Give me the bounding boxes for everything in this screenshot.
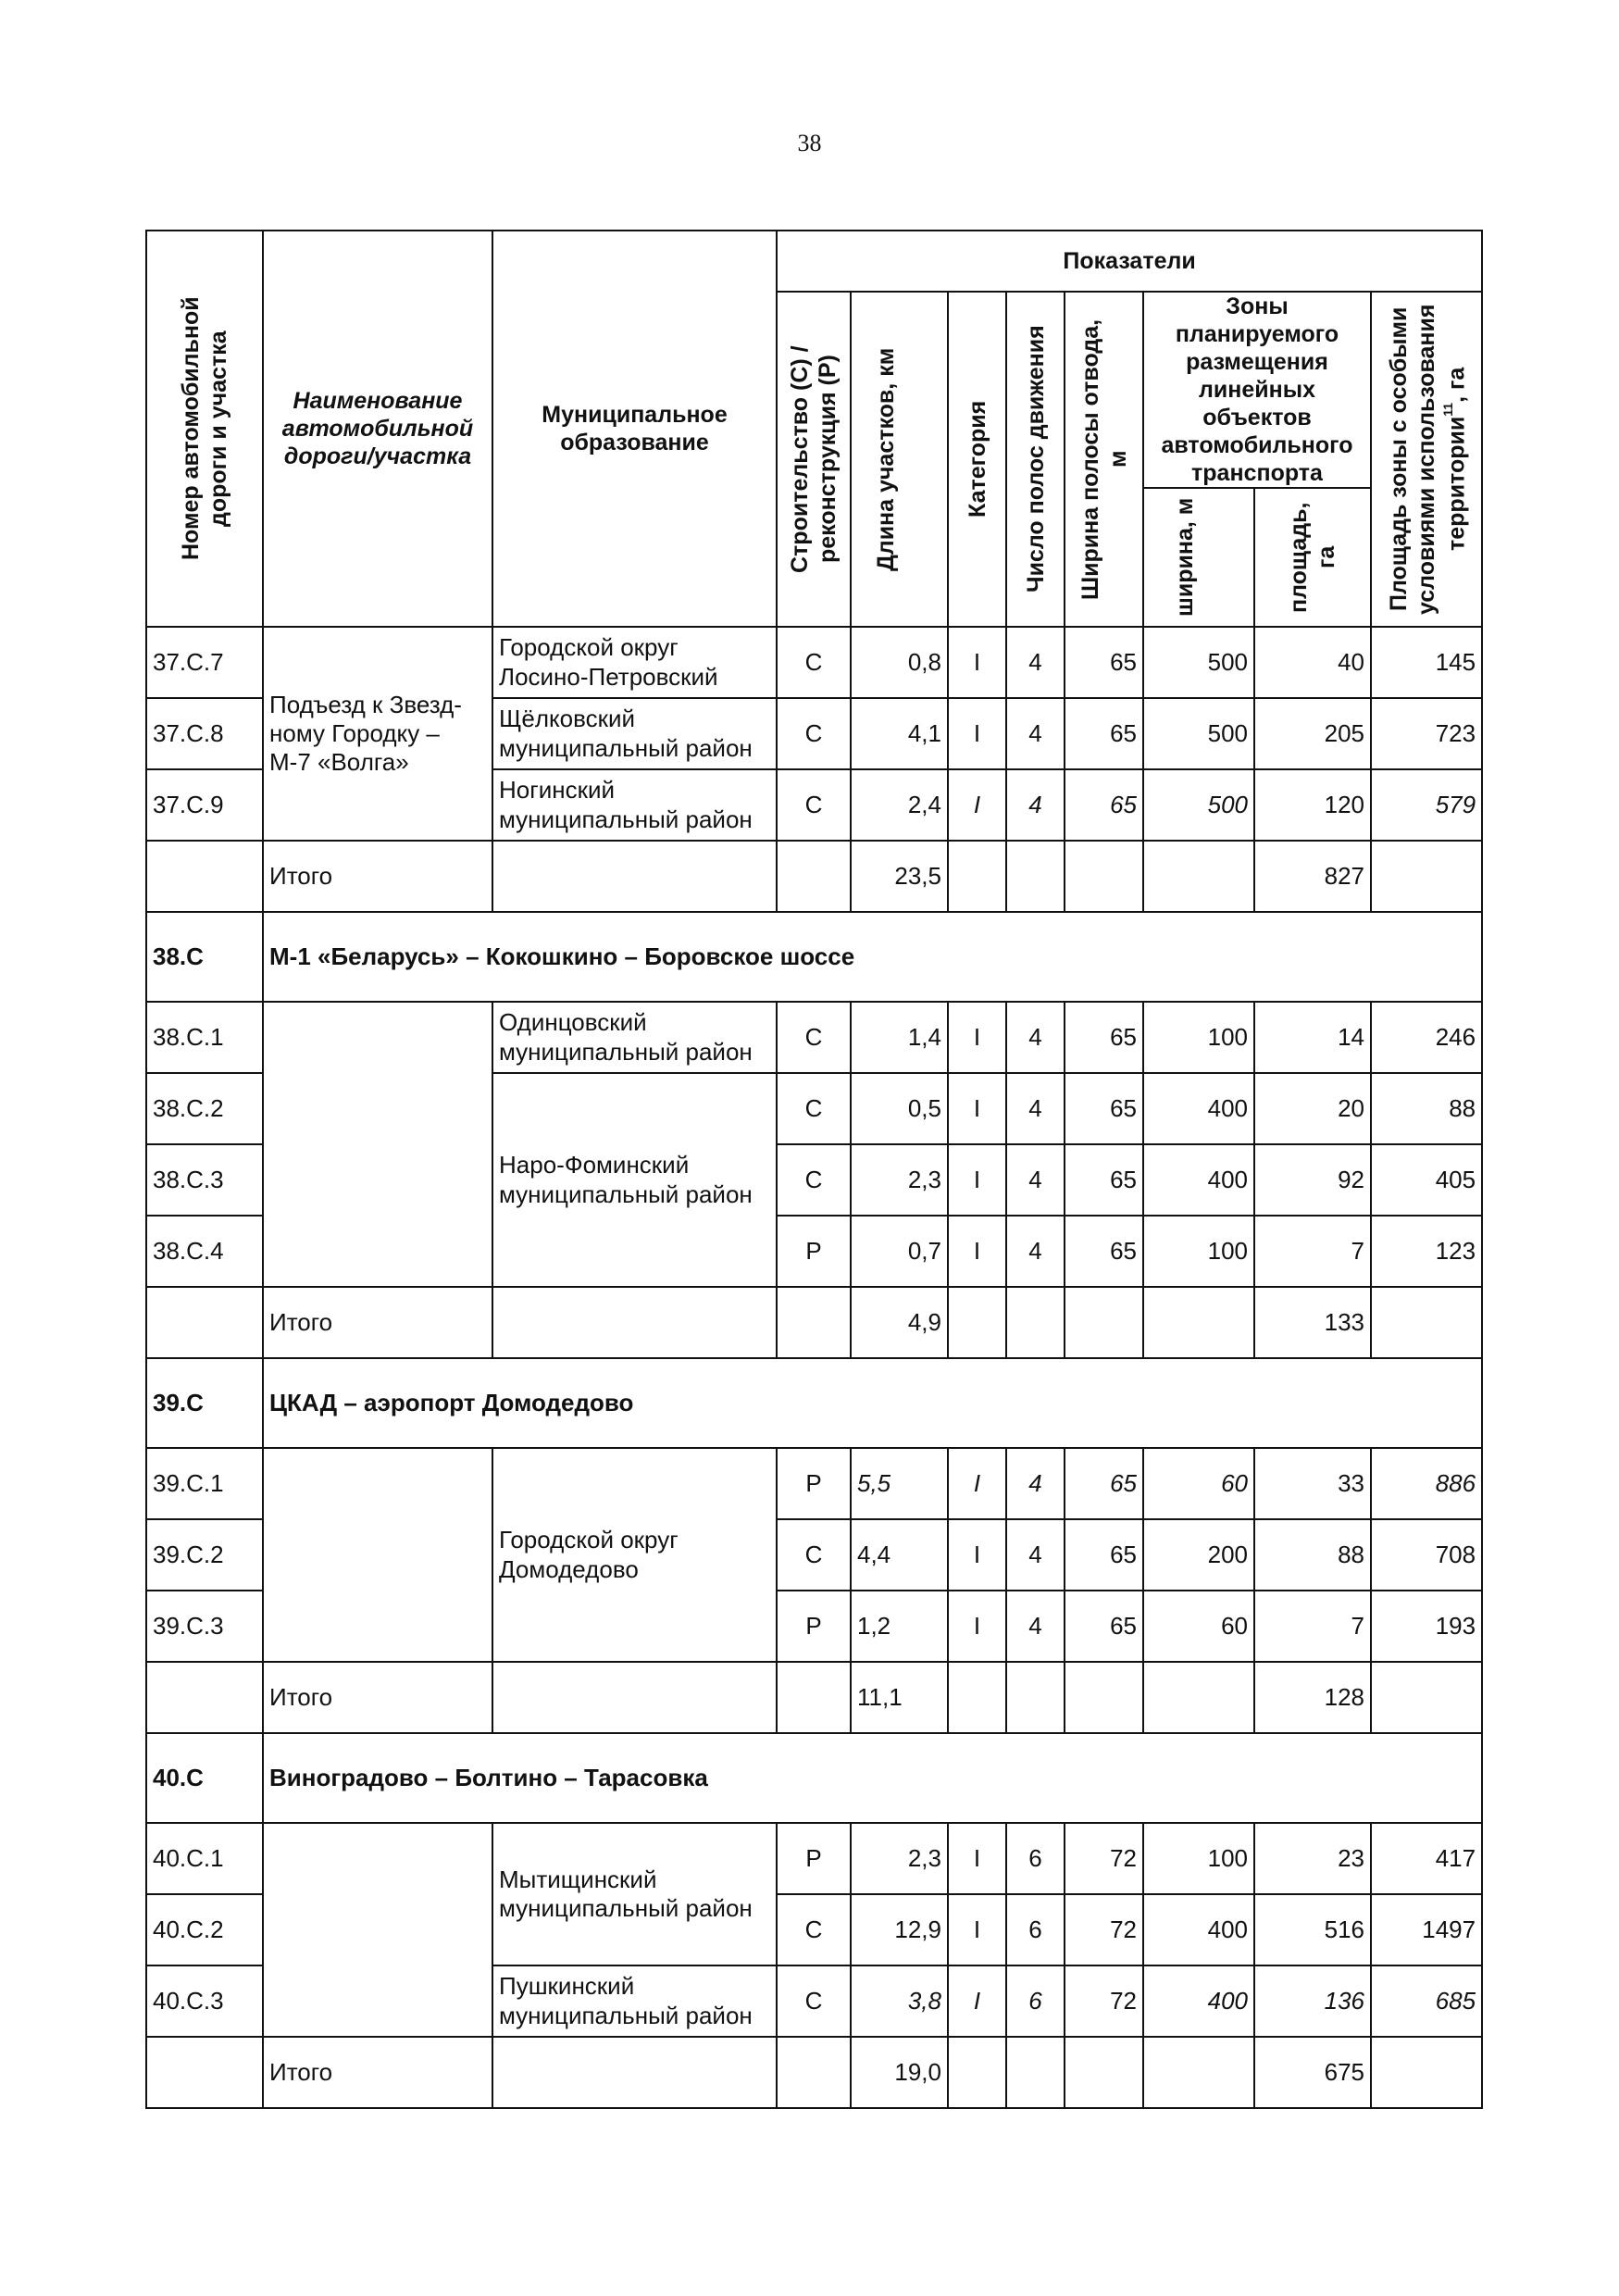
municipality: Пушкинский муниципальный район <box>492 1965 777 2037</box>
total-row: Итого 19,0 675 <box>146 2037 1482 2108</box>
table-row: 38.С.2 Наро-Фоминский муниципальный район С 0,5 I 4 65 400 20 88 <box>146 1073 1482 1144</box>
road-name: Подъезд к Звезд-ному Городку – М-7 «Волга» <box>263 627 492 841</box>
header-lanes: Число полос движения <box>1006 292 1065 627</box>
header-road-number: Номер автомобильной дороги и участка <box>146 231 263 627</box>
municipality: Городской округ Домодедово <box>492 1448 777 1662</box>
section-title: Виноградово – Болтино – Тарасовка <box>263 1733 1482 1823</box>
municipality: Ногинский муниципальный район <box>492 769 777 841</box>
total-row: Итого 4,9 133 <box>146 1287 1482 1358</box>
section-title: М-1 «Беларусь» – Кокошкино – Боровское шоссе <box>263 912 1482 1002</box>
header-zone-width: ширина, м <box>1143 488 1254 627</box>
header-construction: Строительство (С) / реконструкция (Р) <box>777 292 851 627</box>
table-row: 38.С.3 С 2,3 I 4 65 400 92 405 <box>146 1144 1482 1216</box>
table-row: 38.С.4 Р 0,7 I 4 65 100 7 123 <box>146 1216 1482 1287</box>
header-row-width: Ширина полосы отвода, м <box>1065 292 1143 627</box>
table-row: 40.С.3 Пушкинский муниципальный район С 3,8 I 6 72 400 136 685 <box>146 1965 1482 2037</box>
page-number: 38 <box>797 130 822 156</box>
header-length: Длина участков, км <box>851 292 948 627</box>
table-row: 37.С.9 Ногинский муниципальный район С 2,4 I 4 65 500 120 579 <box>146 769 1482 841</box>
header-category: Категория <box>948 292 1006 627</box>
table-row: 40.С.2 С 12,9 I 6 72 400 516 1497 <box>146 1894 1482 1965</box>
roads-table <box>145 230 1483 2109</box>
municipality: Мытищинский муниципальный район <box>492 1823 777 1965</box>
section-header-row: 38.С М-1 «Беларусь» – Кокошкино – Боровское шоссе <box>146 912 1482 1002</box>
header-zones: Зоны планируемого размещения линейных объектов автомобильного транспорта <box>1143 292 1371 488</box>
total-row: Итого 23,5 827 <box>146 841 1482 912</box>
header-municipality: Муниципальное образование <box>492 231 777 627</box>
table-row: 38.С.1 Одинцовский муниципальный район С 1,4 I 4 65 100 14 246 <box>146 1002 1482 1073</box>
municipality: Городской округ Лосино-Петровский <box>492 627 777 698</box>
municipality: Одинцовский муниципальный район <box>492 1002 777 1073</box>
section-title: ЦКАД – аэропорт Домодедово <box>263 1358 1482 1448</box>
table-row: 39.С.2 С 4,4 I 4 65 200 88 708 <box>146 1519 1482 1591</box>
section-header-row: 39.С ЦКАД – аэропорт Домодедово <box>146 1358 1482 1448</box>
municipality: Щёлковский муниципальный район <box>492 698 777 769</box>
total-row: Итого 11,1 128 <box>146 1662 1482 1733</box>
header-zone-area: площадь, га <box>1254 488 1371 627</box>
table-row: 37.С.7 Подъезд к Звезд-ному Городку – М-7 «Волга» Городской округ Лосино-Петровский С 0,8 I 4 65 500 40 145 <box>146 627 1482 698</box>
header-road-name: Наименование автомобильной дороги/участка <box>263 231 492 627</box>
header-special-area: Площадь зоны с особыми условиями использования территории$^{11}$, га <box>1371 292 1482 627</box>
table-header <box>146 231 1482 627</box>
municipality: Наро-Фоминский муниципальный район <box>492 1073 777 1287</box>
section-header-row: 40.С Виноградово – Болтино – Тарасовка <box>146 1733 1482 1823</box>
table-row: 39.С.1 Городской округ Домодедово Р 5,5 I 4 65 60 33 886 <box>146 1448 1482 1519</box>
table-row: 39.С.3 Р 1,2 I 4 65 60 7 193 <box>146 1591 1482 1662</box>
table-row: 40.С.1 Мытищинский муниципальный район Р 2,3 I 6 72 100 23 417 <box>146 1823 1482 1894</box>
header-indicators: Показатели <box>777 231 1482 292</box>
table-row: 37.С.8 Щёлковский муниципальный район С 4,1 I 4 65 500 205 723 <box>146 698 1482 769</box>
